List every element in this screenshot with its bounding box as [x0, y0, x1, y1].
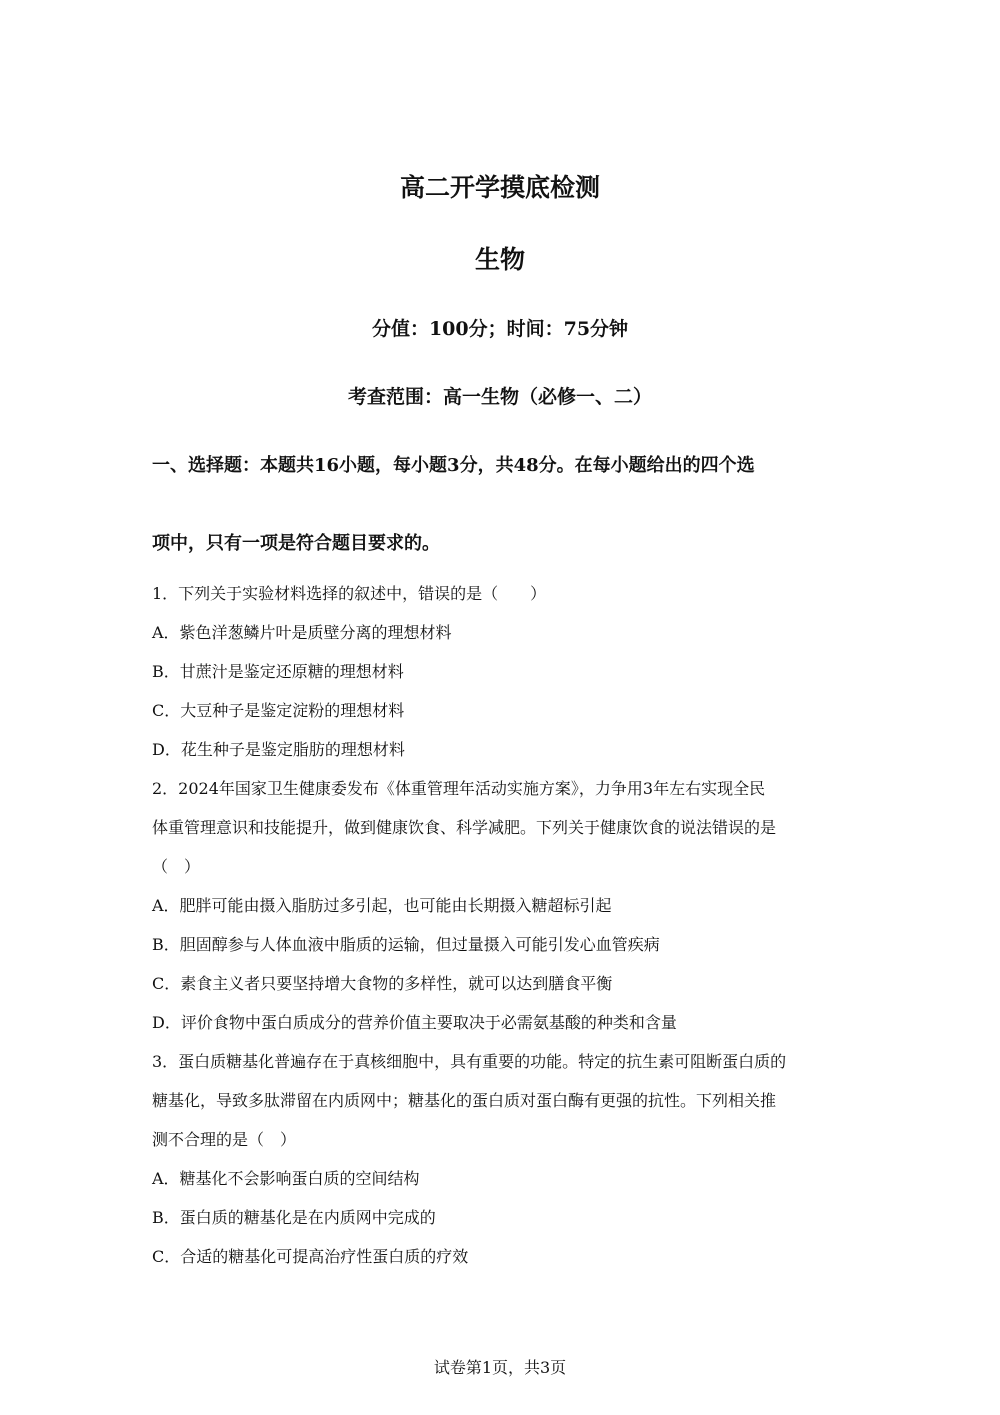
question-2-option-c: C．素食主义者只要坚持增大食物的多样性，就可以达到膳食平衡: [152, 974, 613, 993]
question-1-option-c: C．大豆种子是鉴定淀粉的理想材料: [152, 701, 405, 720]
question-2-stem-line-2: 体重管理意识和技能提升，做到健康饮食、科学减肥。下列关于健康饮食的说法错误的是: [152, 818, 777, 837]
question-1-option-a: A．紫色洋葱鳞片叶是质壁分离的理想材料: [152, 623, 452, 642]
question-2-option-d: D．评价食物中蛋白质成分的营养价值主要取决于必需氨基酸的种类和含量: [152, 1013, 677, 1032]
section-heading-line-1: 一、选择题：本题共16小题，每小题3分，共48分。在每小题给出的四个选: [152, 455, 755, 476]
question-3-stem-line-1: 3．蛋白质糖基化普遍存在于真核细胞中，具有重要的功能。特定的抗生素可阻断蛋白质的: [152, 1052, 787, 1071]
question-2-option-b: B．胆固醇参与人体血液中脂质的运输，但过量摄入可能引发心血管疾病: [152, 935, 660, 954]
question-3-stem-line-3: 测不合理的是（ ）: [152, 1130, 297, 1149]
question-3-option-a: A．糖基化不会影响蛋白质的空间结构: [152, 1169, 420, 1188]
question-3-option-c: C．合适的糖基化可提高治疗性蛋白质的疗效: [152, 1247, 469, 1266]
question-2-stem-line-1: 2．2024年国家卫生健康委发布《体重管理年活动实施方案》，力争用3年左右实现全民: [152, 779, 766, 798]
exam-scope: 考查范围：高一生物（必修一、二）: [347, 386, 652, 408]
question-2-option-a: A．肥胖可能由摄入脂肪过多引起，也可能由长期摄入糖超标引起: [152, 896, 612, 915]
question-2-stem-line-3: （ ）: [152, 857, 201, 876]
question-1-stem: 1．下列关于实验材料选择的叙述中，错误的是（ ）: [152, 584, 547, 603]
question-3-stem-line-2: 糖基化，导致多肽滞留在内质网中；糖基化的蛋白质对蛋白酶有更强的抗性。下列相关推: [152, 1091, 777, 1110]
question-1-option-b: B．甘蔗汁是鉴定还原糖的理想材料: [152, 662, 404, 681]
section-heading-line-2: 项中，只有一项是符合题目要求的。: [152, 533, 440, 554]
question-1-option-d: D．花生种子是鉴定脂肪的理想材料: [152, 740, 405, 759]
score-time-info: 分值：100分；时间：75分钟: [371, 318, 629, 340]
question-3-option-b: B．蛋白质的糖基化是在内质网中完成的: [152, 1208, 436, 1227]
exam-title: 高二开学摸底检测: [399, 173, 600, 202]
page-footer: 试卷第1页，共3页: [433, 1358, 567, 1377]
subject-title: 生物: [474, 245, 525, 274]
